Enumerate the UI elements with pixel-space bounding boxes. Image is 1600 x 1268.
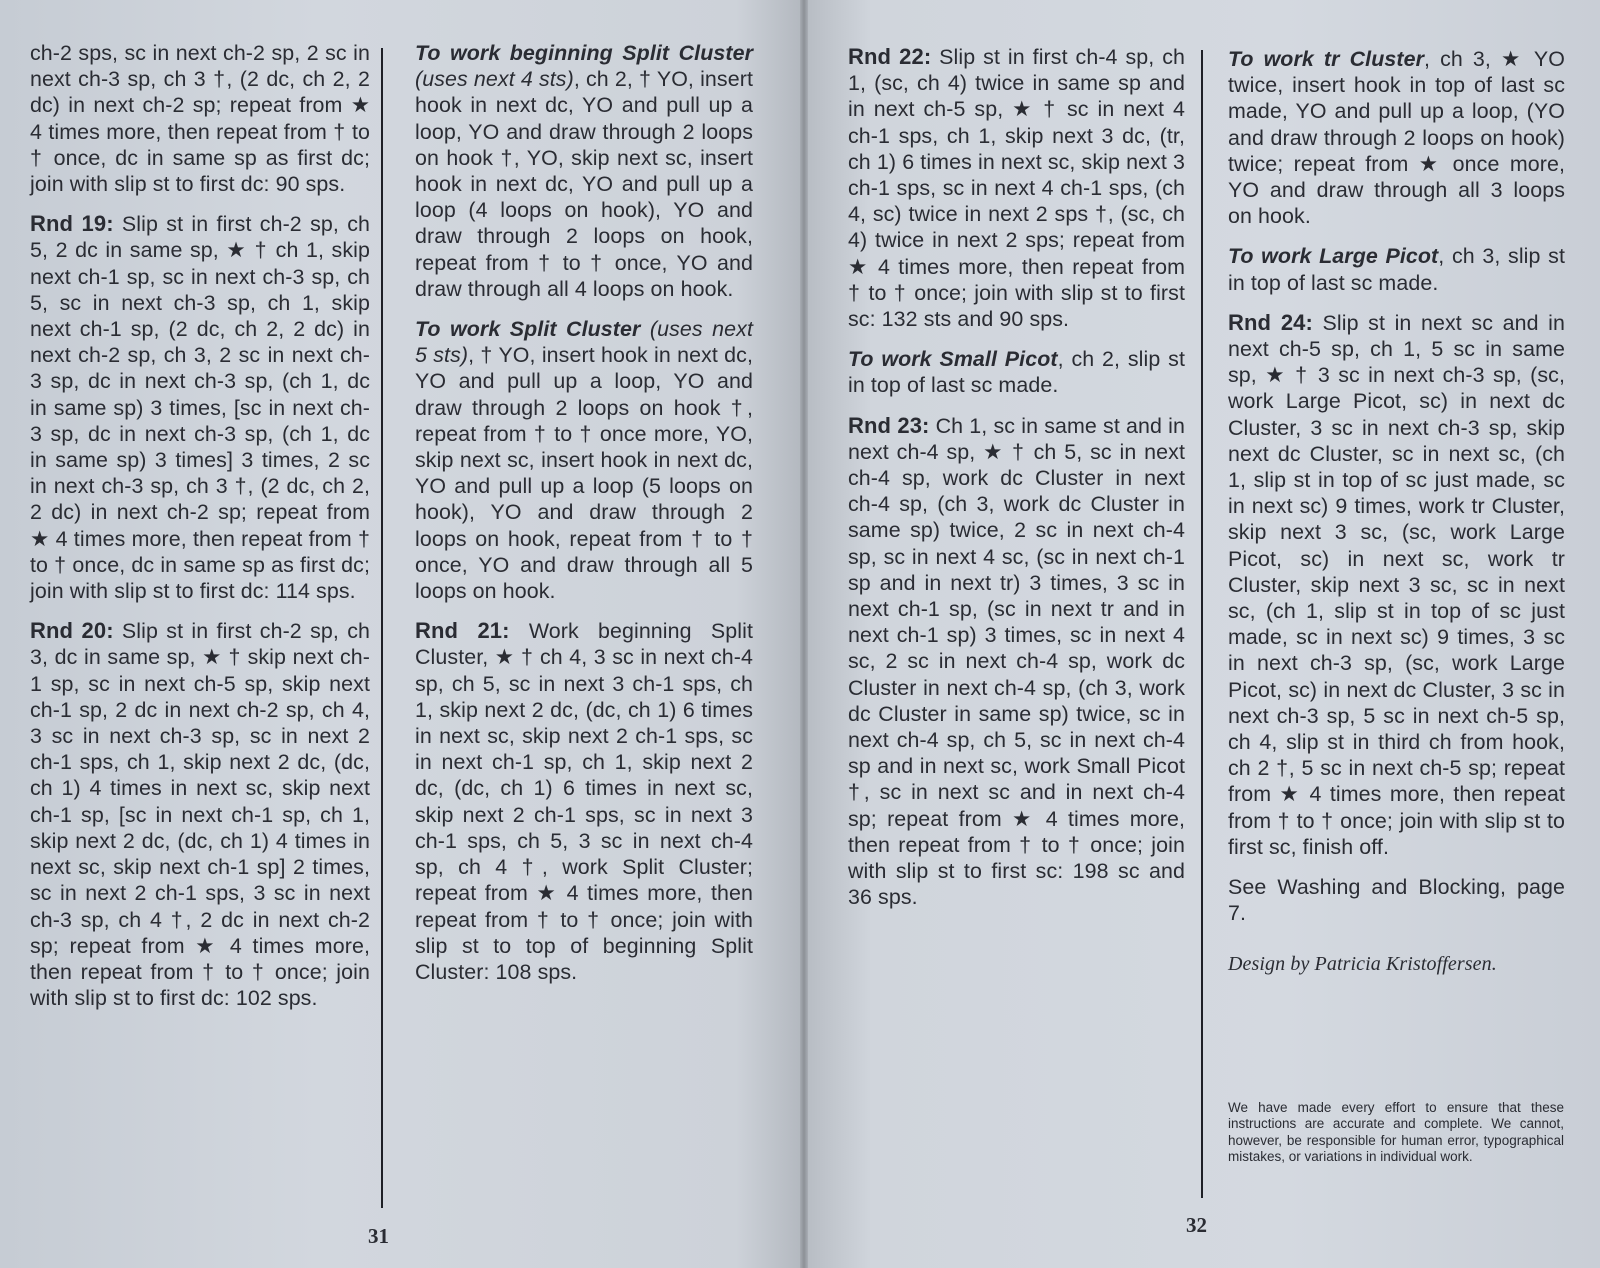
round-19-paragraph — [30, 211, 370, 604]
round-24-label: Rnd 24: — [1228, 309, 1313, 335]
tr-cluster-paragraph — [1228, 46, 1565, 229]
round-23-paragraph — [848, 413, 1185, 911]
round-18-text: ch-2 sps, sc in next ch-2 sp, 2 sc in next ch-3 sp, ch 3 †, (2 dc, ch 2, 2 dc) in next ch-2 sp; repeat from ★ 4 times more, then repeat from † to † once, dc in same sp as first dc; join with slip st to first dc: 90 sps. — [30, 41, 370, 197]
round-18-continuation — [30, 40, 370, 197]
small-picot-label: To work Small Picot — [848, 347, 1058, 372]
disclaimer-text: We have made every effort to ensure that these instructions are accurate and complete. We cannot, however, be responsible for human error, typographical mistakes, or variations in individual work. — [1228, 1100, 1564, 1165]
round-22-text: Slip st in first ch-4 sp, ch 1, (sc, ch 4) twice in same sp and in next ch-5 sp, ★ † sc in next 4 ch-1 sps, ch 1, skip next 3 dc, (tr, ch 1) 6 times in next sc, skip next 3 ch-1 sps, sc in next 4 ch-1 sps, (ch 4, sc) twice in next 2 sps †, (sc, ch 4) twice in next 2 sps; repeat from ★ 4 times more, then repeat from † to † once; join with slip st to first sc: 132 sts and 90 sps. — [848, 45, 1185, 332]
round-20-label: Rnd 20: — [30, 618, 114, 644]
round-21-text: Work beginning Split Cluster, ★ † ch 4, 3 sc in next ch-4 sp, ch 5, sc in next 3 ch-1 sps, ch 1, skip next 2 dc, (dc, ch 1) 6 times in next sc, skip next 2 ch-1 sps, sc in next ch-1 sp, ch 1, skip next 2 dc, (dc, ch 1) 6 times in next sc, skip next 2 ch-1 sps, sc in next 3 ch-1 sps, ch 5, 3 sc in next ch-4 sp, ch 4 †, work Split Cluster; repeat from ★ 4 times more, then repeat from † to † once; join with slip st to top of beginning Split Cluster: 108 sps. — [415, 619, 754, 984]
large-picot-paragraph — [1228, 243, 1565, 295]
column-4 — [1228, 46, 1565, 997]
beginning-split-cluster-note: (uses next 4 sts) — [415, 67, 574, 92]
washing-note: See Washing and Blocking, page 7. — [1228, 875, 1565, 926]
right-page — [808, 0, 1600, 1268]
large-picot-label: To work Large Picot — [1228, 244, 1439, 269]
split-cluster-label: To work Split Cluster — [415, 317, 641, 342]
large-picot-text: , ch 3, slip st in top of last sc made. — [1228, 244, 1565, 295]
tr-cluster-text: , ch 3, ★ YO twice, insert hook in top of last sc made, YO and pull up a loop, (YO and draw through 2 loops on hook) twice; repeat from ★ once more, YO and draw through all 3 loops on hook. — [1228, 47, 1565, 229]
round-20-paragraph — [30, 618, 370, 1011]
round-23-label: Rnd 23: — [848, 412, 930, 438]
split-cluster-paragraph — [415, 316, 753, 604]
beginning-split-cluster-paragraph — [415, 40, 753, 302]
round-24-text: Slip st in next sc and in next ch-5 sp, ch 1, 5 sc in same sp, ★ † 3 sc in next ch-3 sp, (sc, work Large Picot, sc) in next dc Cluster, 3 sc in next ch-3 sp, skip next dc Cluster, sc in next sc, (ch 1, slip st in top of sc just made, sc in next sc) 9 times, work tr Cluster, skip next 3 sc, (sc, work Large Picot, sc) in next sc, work tr Cluster, skip next 3 sc, sc in next sc, (ch 1, slip st in top of sc just made, sc in next sc) 9 times, 3 sc in next ch-3 sp, (sc, work Large Picot, sc) in next dc Cluster, 3 sc in next ch-3 sp, 5 sc in next ch-5 sp, ch 4, slip st in third ch from hook, ch 2 †, 5 sc in next ch-5 sp; repeat from ★ 4 times more, then repeat from † to † once; join with slip st to first sc, finish off. — [1228, 310, 1565, 859]
column-1 — [30, 40, 370, 1025]
round-22-label: Rnd 22: — [848, 44, 932, 69]
split-cluster-text: , † YO, insert hook in next dc, YO and pull up a loop, YO and draw through 2 loops on hook †, repeat from † to † once more, YO, skip next sc, insert hook in next dc, YO and pull up a loop (5 loops on hook), YO and draw through 2 loops on hook, repeat from † to † once, YO and draw through all 5 loops on hook. — [415, 343, 754, 604]
small-picot-text: , ch 2, slip st in top of last sc made. — [848, 347, 1185, 398]
book-gutter — [800, 0, 808, 1268]
round-21-paragraph — [415, 618, 753, 985]
small-picot-paragraph — [848, 346, 1185, 398]
design-credit: Design by Patricia Kristoffersen. — [1228, 952, 1497, 975]
page-number-right: 32 — [1186, 1213, 1207, 1237]
beginning-split-cluster-text: , ch 2, † YO, insert hook in next dc, YO and pull up a loop, YO and draw through 2 loops on hook †, YO, skip next sc, insert hook in next dc, YO and pull up a loop (4 loops on hook), YO and draw through 2 loops on hook, repeat from † to † once, YO and draw through all 4 loops on hook. — [415, 67, 753, 301]
beginning-split-cluster-label: To work beginning Split Cluster — [415, 41, 753, 65]
round-23-text: Ch 1, sc in same st and in next ch-4 sp, ★ † ch 5, sc in next ch-4 sp, work dc Cluster in next ch-4 sp, (ch 3, work dc Cluster in same sp) twice, 2 sc in next ch-4 sp, sc in next 4 sc, (sc in next ch-1 sp and in next tr) 3 times, 3 sc in next ch-1 sp, (sc in next tr and in next ch-1 sp) 3 times, sc in next 4 sc, 2 sc in next ch-4 sp, work dc Cluster in next ch-4 sp, (ch 3, work dc Cluster in same sp) twice, sc in next ch-4 sp, ch 5, sc in next ch-4 sp and in next sc, work Small Picot †, sc in next sc and in next ch-4 sp; repeat from ★ 4 times more, then repeat from † to † once; join with slip st to first sc: 198 sc and 36 sps. — [848, 413, 1186, 910]
round-24-paragraph — [1228, 310, 1565, 860]
round-19-label: Rnd 19: — [30, 211, 114, 237]
round-20-text: Slip st in first ch-2 sp, ch 3, dc in same sp, ★ † skip next ch-1 sp, sc in next ch-5 sp, skip next ch-1 sp, 2 dc in next ch-2 sp, ch 4, 3 sc in next ch-3 sp, sc in next 2 ch-1 sps, ch 1, skip next 2 dc, (dc, ch 1) 4 times in next sc, skip next ch-1 sp, [sc in next ch-1 sp, ch 1, skip next 2 dc, (dc, ch 1) 4 times in next sc, skip next ch-1 sp] 2 times, sc in next 2 ch-1 sps, 3 sc in next ch-3 sp, ch 4 †, 2 dc in next ch-2 sp; repeat from ★ 4 times more, then repeat from † to † once; join with slip st to first dc: 102 sps. — [30, 619, 370, 1011]
split-cluster-note: (uses next 5 sts) — [415, 317, 753, 368]
column-divider-left — [381, 48, 383, 1208]
column-2 — [415, 40, 753, 999]
round-21-label: Rnd 21: — [415, 618, 510, 644]
column-3 — [848, 44, 1185, 925]
tr-cluster-label: To work tr Cluster — [1228, 47, 1425, 71]
column-divider-right — [1201, 50, 1203, 1198]
round-22-paragraph — [848, 44, 1185, 332]
round-19-text: Slip st in first ch-2 sp, ch 5, 2 dc in same sp, ★ † ch 1, skip next ch-1 sp, sc in next ch-3 sp, ch 5, sc in next ch-3 sp, ch 1, skip next ch-1 sp, (2 dc, ch 2, 2 dc) in next ch-2 sp, ch 3, 2 sc in next ch-3 sp, dc in next ch-3 sp, (ch 1, dc in same sp) 3 times, [sc in next ch-3 sp, dc in next ch-3 sp, (ch 1, dc in same sp) 3 times] 3 times, 2 sc in next ch-3 sp, ch 3 †, (2 dc, ch 2, 2 dc) in next ch-2 sp; repeat from ★ 4 times more, then repeat from † to † once, dc in same sp as first dc; join with slip st to first dc: 114 sps. — [30, 212, 370, 604]
page-number-left: 31 — [368, 1224, 389, 1248]
